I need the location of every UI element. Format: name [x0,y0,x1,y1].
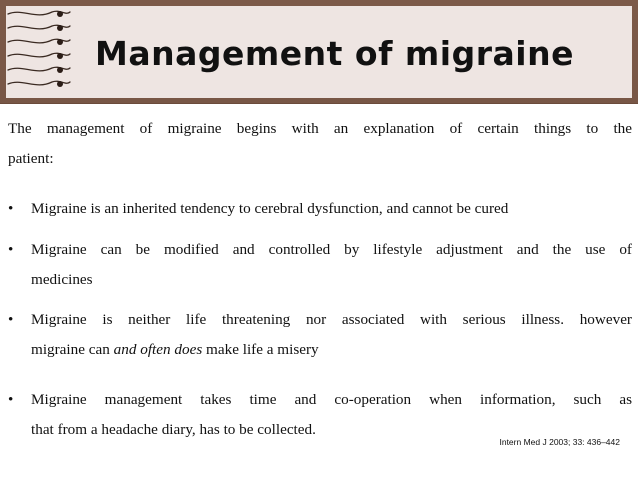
bullet-item-1 [8,194,632,224]
spiral-binding-decoration [0,0,80,103]
intro-line-1: The management of migraine begins with an explanation of certain things to the [8,120,632,137]
slide-body [0,103,638,480]
bullet-marker: • [8,200,14,217]
bullet-item-4 [8,385,632,445]
bullet-marker: • [8,241,14,258]
bullet-marker: • [8,311,14,328]
bullet-4-line-1: Migraine management takes time and co-operation when information, such as [31,391,632,408]
bullet-2-line-1: Migraine can be modified and controlled by lifestyle adjustment and the use of [31,241,632,258]
bullet-3-line-2-pre: migraine can [31,341,114,358]
bullet-item-3 [8,305,632,365]
intro-line-2: patient: [8,150,54,167]
citation: Intern Med J 2003; 33: 436–442 [499,437,620,447]
bullet-4-line-2: that from a headache diary, has to be collected. [31,421,316,438]
bullet-1-text: Migraine is an inherited tendency to cerebral dysfunction, and cannot be cured [31,200,509,217]
slide-header [0,0,638,103]
bullet-3-line-2 [31,335,632,365]
bullet-3-line-2-post: make life a misery [202,341,319,358]
bullet-2-line-2: medicines [31,271,93,288]
bullet-item-2 [8,235,632,295]
bullet-marker: • [8,391,14,408]
slide-title: Management of migraine [95,34,574,73]
bullet-3-line-1: Migraine is neither life threatening nor associated with serious illness. however [31,311,632,328]
intro-paragraph [8,114,632,174]
bullet-3-emphasis: and often does [113,341,203,358]
